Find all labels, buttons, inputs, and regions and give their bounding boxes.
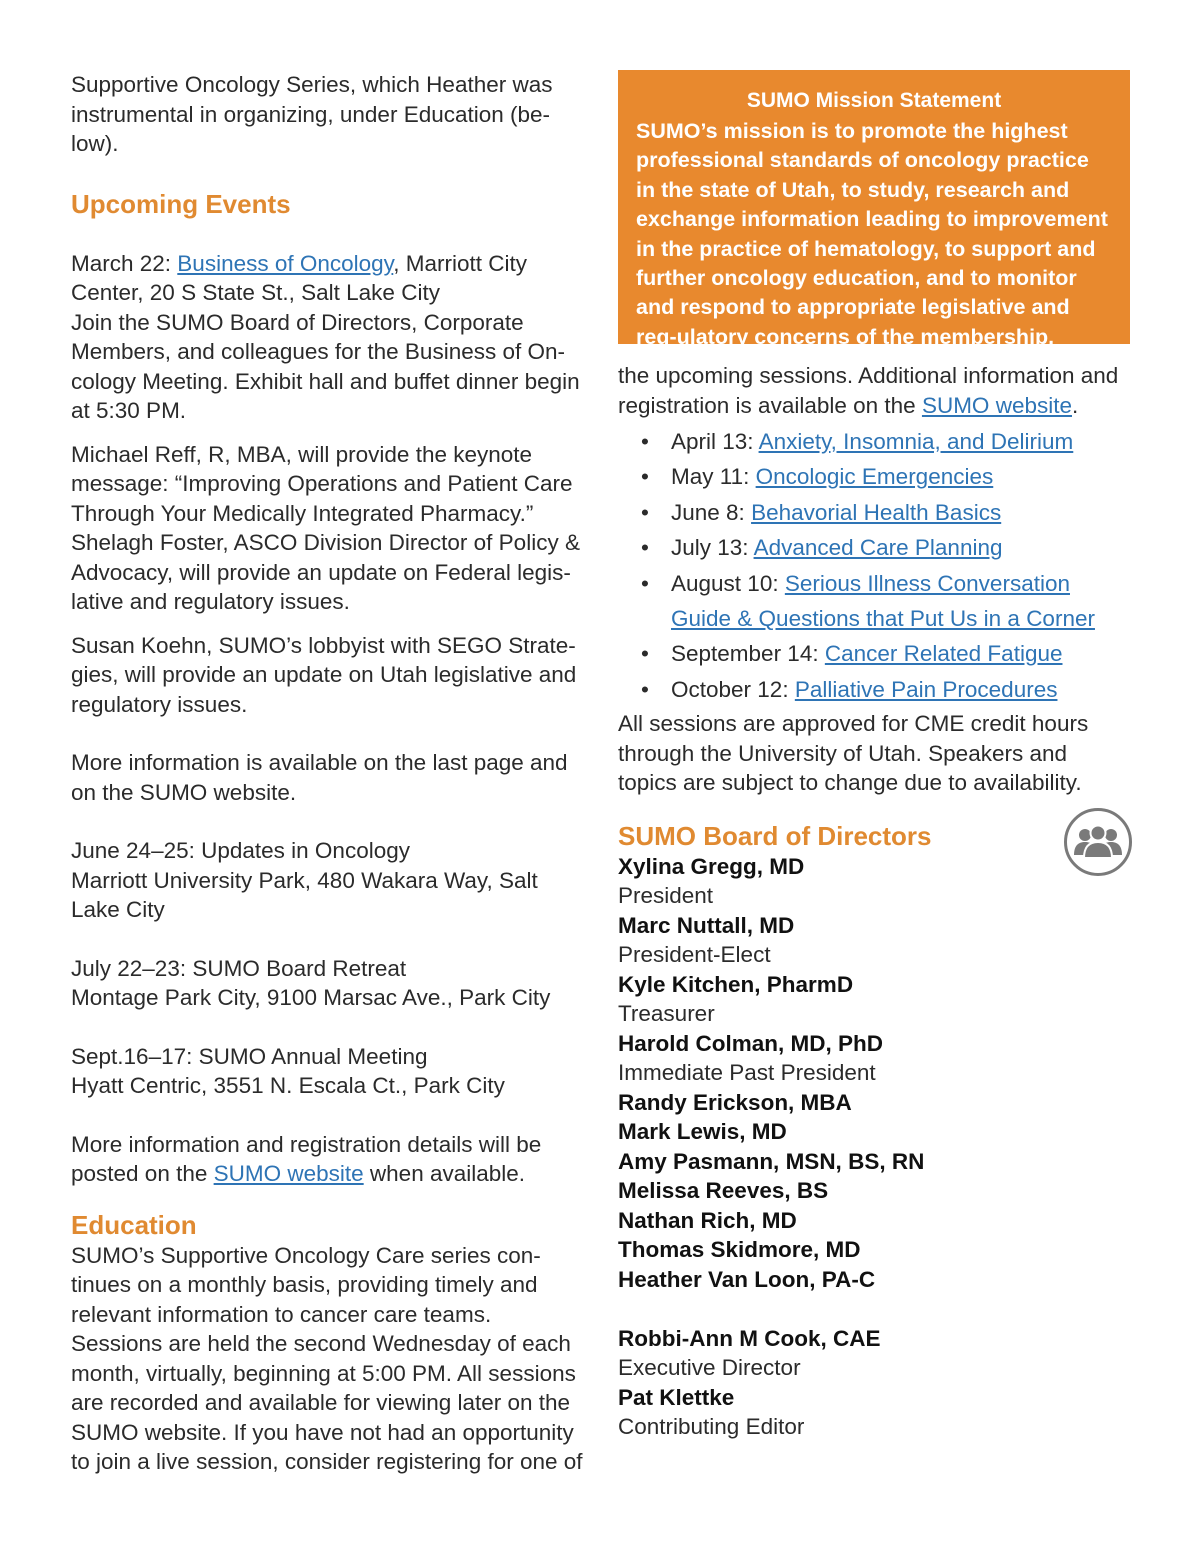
- session-link[interactable]: Palliative Pain Procedures: [794, 676, 1058, 702]
- business-of-oncology-link[interactable]: Business of Oncology: [177, 250, 394, 276]
- session-list: [618, 424, 1130, 707]
- session-item: [618, 495, 1130, 530]
- mission-statement-box: [618, 70, 1130, 349]
- event-location: Montage Park City, 9100 Marsac Ave., Park City: [71, 985, 551, 1010]
- session-item: [618, 530, 1130, 565]
- people-group-icon: [1064, 808, 1132, 876]
- staff-name: Robbi-Ann M Cook, CAE: [618, 1325, 881, 1351]
- event-location: , Marriott City Center, 20 S State St., Salt Lake City: [71, 250, 528, 305]
- registration-text: More information and registration details will be posted on the: [71, 1131, 542, 1186]
- board-member-name: Melissa Reeves, BS: [618, 1178, 829, 1204]
- bullet-icon: •: [641, 535, 649, 561]
- sessions-intro-end: .: [1071, 392, 1079, 418]
- board-member-role: President: [618, 883, 714, 909]
- keynote-paragraph: Michael Reff, R, MBA, will provide the keynote message: “Improving Operations and Patient Care Through Your Medically Integrated Pharmacy.” Shelagh Foster, ASCO Division Director of Policy & Advocacy, will provide an update on Federal legis-lative and regulatory issues.: [71, 441, 580, 614]
- board-member-role: Immediate Past President: [618, 1060, 876, 1086]
- session-item: [618, 672, 1130, 707]
- sessions-intro-text: the upcoming sessions. Additional information and registration is available on the: [618, 363, 1119, 418]
- education-paragraph: SUMO’s Supportive Oncology Care series con-tinues on a monthly basis, providing timely and relevant information to cancer care teams. Sessions are held the second Wednesday of each month, virtually, beginning at 5:00 PM. All sessions are recorded and available for viewing later on the SUMO website. If you have not had an opportunity to join a live session, consider registering for one of: [71, 1242, 583, 1474]
- staff-role: Executive Director: [618, 1355, 801, 1381]
- staff-role: Contributing Editor: [618, 1414, 805, 1440]
- session-item: [618, 424, 1130, 459]
- event-annual-meeting: [71, 1042, 586, 1101]
- event-location: Marriott University Park, 480 Wakara Way, Salt Lake City: [71, 867, 538, 922]
- session-date: July 13:: [671, 535, 754, 561]
- session-link[interactable]: Oncologic Emergencies: [755, 464, 994, 490]
- board-heading: SUMO Board of Directors: [618, 820, 932, 851]
- board-header: [618, 820, 1130, 852]
- session-link[interactable]: Serious Illness Conversation Guide & Questions that Put Us in a Corner: [671, 570, 1095, 632]
- board-member-name: Xylina Gregg, MD: [618, 853, 805, 879]
- session-date: April 13:: [671, 429, 759, 454]
- mission-title: SUMO Mission Statement: [746, 89, 1002, 112]
- board-member-name: Nathan Rich, MD: [618, 1207, 797, 1233]
- event-title: Sept.16–17: SUMO Annual Meeting: [71, 1043, 428, 1069]
- upcoming-events-heading: Upcoming Events: [71, 188, 291, 219]
- bullet-icon: •: [641, 464, 649, 490]
- event-title: June 24–25: Updates in Oncology: [71, 838, 410, 863]
- staff-name: Pat Klettke: [618, 1384, 735, 1410]
- more-info-paragraph: More information is available on the last page and on the SUMO website.: [71, 750, 568, 805]
- session-link[interactable]: Anxiety, Insomnia, and Delirium: [758, 429, 1074, 454]
- event-title: July 22–23: SUMO Board Retreat: [71, 955, 407, 981]
- board-member-name: Randy Erickson, MBA: [618, 1089, 852, 1115]
- bullet-icon: •: [641, 641, 649, 667]
- session-date: August 10:: [671, 570, 785, 596]
- event-description: Join the SUMO Board of Directors, Corporate Members, and colleagues for the Business of On-cology Meeting. Exhibit hall and buffet dinner begin at 5:30 PM.: [71, 309, 580, 423]
- registration-text-end: when available.: [363, 1161, 526, 1186]
- education-heading: Education: [71, 1209, 197, 1240]
- lobbyist-paragraph: Susan Koehn, SUMO’s lobbyist with SEGO Strate-gies, will provide an update on Utah legislative and regulatory issues.: [71, 632, 577, 717]
- board-member-name: Thomas Skidmore, MD: [618, 1237, 861, 1263]
- session-link[interactable]: Behavorial Health Basics: [751, 499, 1002, 525]
- registration-paragraph: [71, 1130, 586, 1189]
- board-member-name: Mark Lewis, MD: [618, 1119, 787, 1145]
- session-date: June 8:: [671, 499, 752, 525]
- board-member-name: Amy Pasmann, MSN, BS, RN: [618, 1148, 925, 1174]
- session-link[interactable]: Advanced Care Planning: [753, 535, 1003, 561]
- event-date: March 22:: [71, 250, 178, 276]
- sessions-intro: [618, 361, 1130, 420]
- bullet-icon: •: [641, 570, 649, 596]
- event-board-retreat: [71, 954, 586, 1013]
- board-member-name: Marc Nuttall, MD: [618, 912, 795, 938]
- sumo-website-link[interactable]: SUMO website: [921, 392, 1072, 418]
- bullet-icon: •: [641, 429, 649, 454]
- session-item: [618, 459, 1130, 494]
- session-link[interactable]: Cancer Related Fatigue: [824, 641, 1063, 667]
- board-member-name: Heather Van Loon, PA-C: [618, 1266, 876, 1292]
- intro-paragraph: Supportive Oncology Series, which Heather was instrumental in organizing, under Education (be-low).: [71, 72, 553, 156]
- board-member-name: Kyle Kitchen, PharmD: [618, 971, 854, 997]
- session-date: October 12:: [671, 676, 795, 702]
- board-member-name: Harold Colman, MD, PhD: [618, 1030, 884, 1056]
- right-column: [618, 70, 1130, 1442]
- session-date: September 14:: [671, 641, 825, 667]
- board-member-role: President-Elect: [618, 942, 771, 968]
- mission-text: SUMO’s mission is to promote the highest professional standards of oncology practice in the state of Utah, to study, research and exchange information leading to improvement in the practice of hematology, to support and further oncology education, and to monitor and respond to appropriate legislative and reg-ulatory concerns of the membership.: [636, 119, 1108, 349]
- bullet-icon: •: [641, 499, 649, 525]
- session-item: [618, 566, 1130, 637]
- event-location: Hyatt Centric, 3551 N. Escala Ct., Park City: [71, 1073, 505, 1098]
- sumo-website-link[interactable]: SUMO website: [213, 1161, 364, 1186]
- event-business-of-oncology: [71, 249, 586, 426]
- bullet-icon: •: [641, 676, 649, 702]
- session-date: May 11:: [671, 464, 756, 490]
- session-item: [618, 636, 1130, 671]
- left-column: [71, 70, 586, 1477]
- event-updates-in-oncology: [71, 836, 586, 925]
- board-member-role: Treasurer: [618, 1001, 715, 1027]
- board-list: [618, 852, 1130, 1442]
- cme-note: All sessions are approved for CME credit hours through the University of Utah. Speakers and topics are subject to change due to availability.: [618, 711, 1089, 796]
